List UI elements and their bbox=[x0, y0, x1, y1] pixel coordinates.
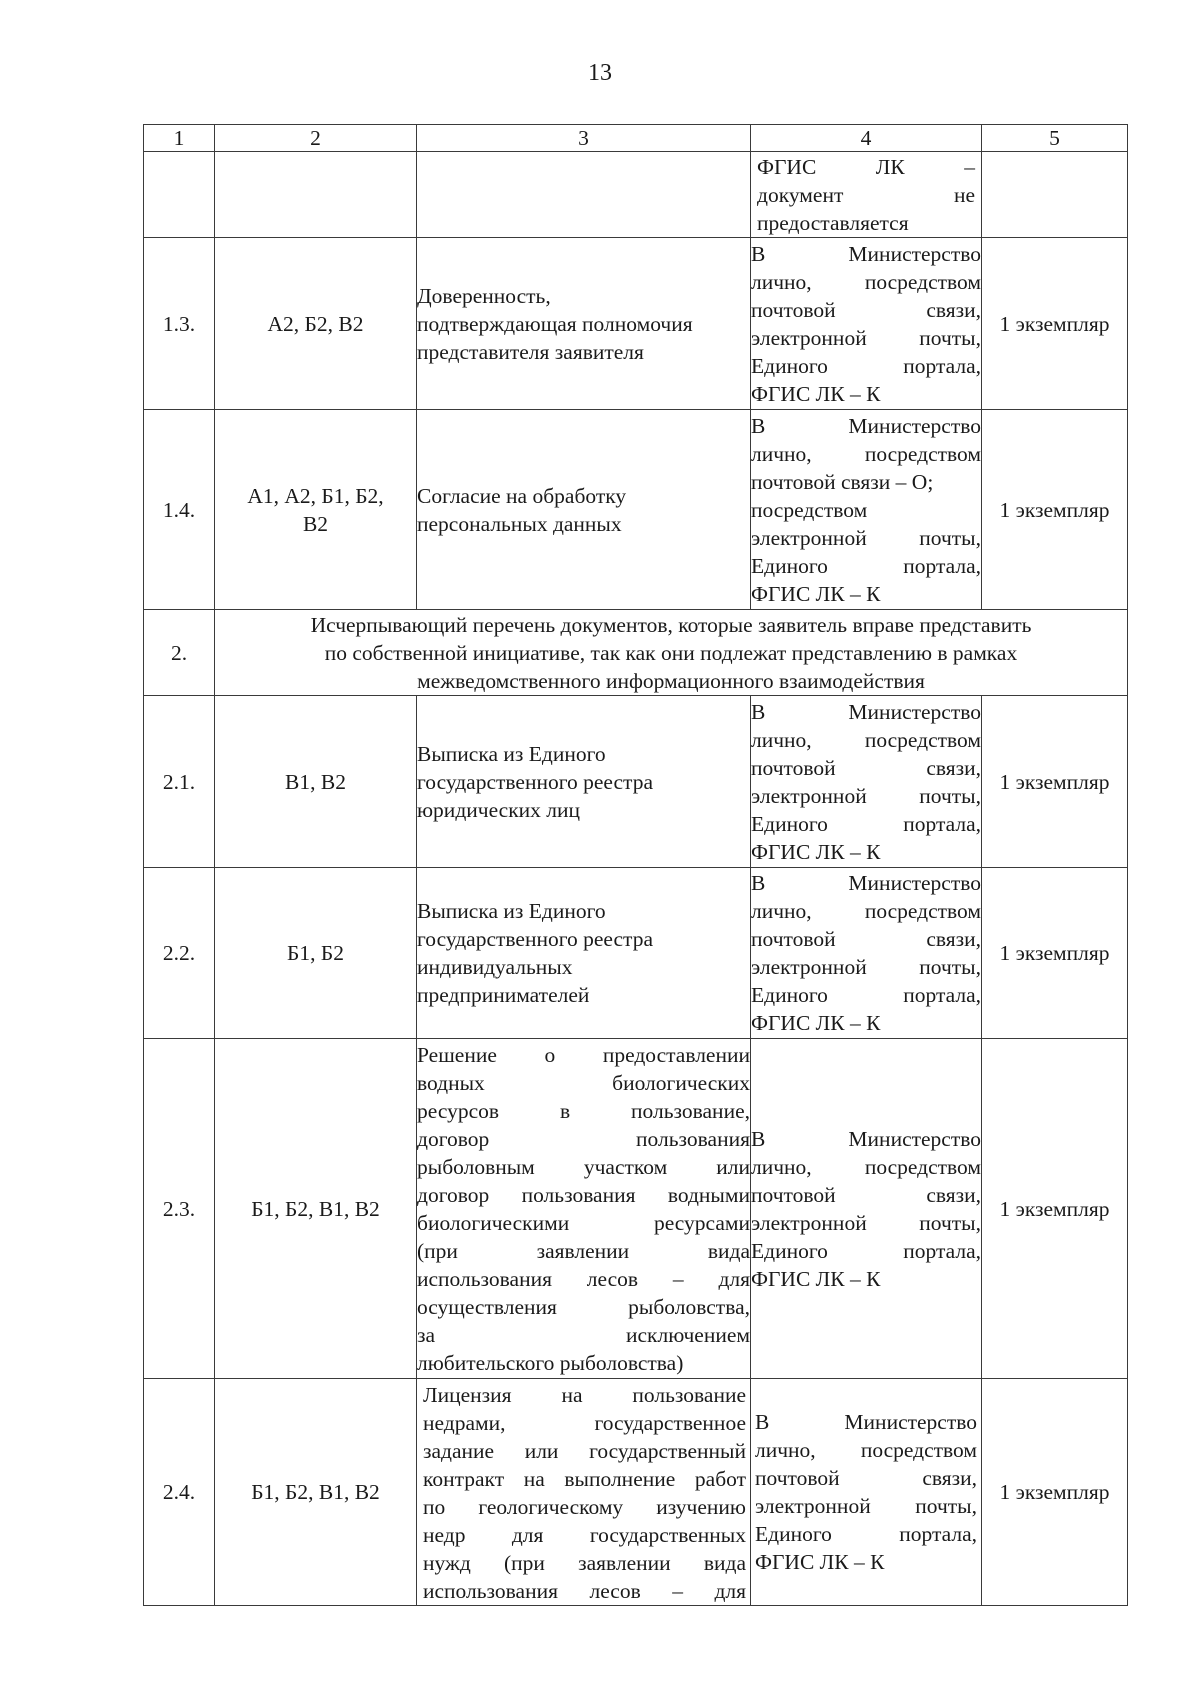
document-line: персональных данных bbox=[417, 511, 622, 536]
cell-category: А2, Б2, В2 bbox=[215, 238, 417, 410]
method-line: почтовой связи – О; bbox=[751, 469, 934, 494]
cell-method bbox=[751, 410, 982, 610]
section-row bbox=[144, 610, 1128, 696]
document-line: государственного реестра bbox=[417, 927, 653, 951]
column-header-5: 5 bbox=[982, 125, 1128, 152]
section-title bbox=[215, 610, 1128, 696]
document-line: рыболовным участком или bbox=[417, 1155, 750, 1179]
cell-count: 1 экземпляр bbox=[982, 410, 1128, 610]
document-line: недрами, государственное bbox=[423, 1411, 746, 1435]
document-line: Согласие на обработку bbox=[417, 483, 627, 508]
document-line: (при заявлении вида bbox=[417, 1239, 750, 1263]
document-line: Выписка из Единого bbox=[417, 899, 606, 923]
document-line: по геологическому изучению bbox=[423, 1495, 746, 1519]
method-line: В Министерство bbox=[751, 699, 981, 724]
cell-method bbox=[751, 696, 982, 868]
cell-count bbox=[982, 152, 1128, 238]
column-header-1: 1 bbox=[144, 125, 215, 152]
document-line: недр для государственных bbox=[423, 1523, 746, 1547]
table-row bbox=[144, 696, 1128, 868]
document-line: договор пользования bbox=[417, 1127, 750, 1151]
method-line: электронной почты, bbox=[751, 1210, 981, 1235]
cell-category: Б1, Б2 bbox=[215, 868, 417, 1039]
category-line: В2 bbox=[302, 511, 329, 536]
cell-document bbox=[417, 868, 751, 1039]
cell-number: 2.2. bbox=[144, 868, 215, 1039]
method-line: Единого портала, bbox=[751, 353, 981, 378]
method-line: лично, посредством bbox=[751, 269, 981, 294]
document-line: юридических лиц bbox=[417, 797, 581, 822]
method-line: ФГИС ЛК – К bbox=[751, 381, 881, 406]
document-line: индивидуальных bbox=[417, 955, 573, 979]
page-number: 13 bbox=[588, 60, 612, 86]
document-line: использования лесов – для bbox=[417, 1267, 750, 1291]
document-line: Доверенность, bbox=[417, 283, 551, 308]
method-line: лично, посредством bbox=[751, 727, 981, 752]
document-line: Решение о предоставлении bbox=[417, 1043, 750, 1067]
document-line: предпринимателей bbox=[417, 983, 590, 1007]
method-line: почтовой связи, bbox=[751, 1182, 981, 1207]
method-line: Единого портала, bbox=[751, 1238, 981, 1263]
cell-number: 2. bbox=[144, 610, 215, 696]
column-header-3: 3 bbox=[417, 125, 751, 152]
table-header-row bbox=[144, 125, 1128, 152]
document-line: Лицензия на пользование bbox=[423, 1383, 746, 1407]
document-line: ресурсов в пользование, bbox=[417, 1099, 750, 1123]
cell-document bbox=[417, 238, 751, 410]
cell-category bbox=[215, 152, 417, 238]
cell-method bbox=[751, 1379, 982, 1606]
cell-number: 1.4. bbox=[144, 410, 215, 610]
method-line: Единого портала, bbox=[751, 553, 981, 578]
method-line: электронной почты, bbox=[751, 325, 981, 350]
method-line: почтовой связи, bbox=[751, 297, 981, 322]
cell-count: 1 экземпляр bbox=[982, 696, 1128, 868]
method-line: ФГИС ЛК – К bbox=[751, 1011, 881, 1035]
method-line: В Министерство bbox=[755, 1410, 977, 1434]
cell-document bbox=[417, 152, 751, 238]
document-line: подтверждающая полномочия bbox=[417, 311, 693, 336]
section-title-line: Исчерпывающий перечень документов, которые заявитель вправе представить bbox=[310, 612, 1032, 637]
cell-category bbox=[215, 410, 417, 610]
section-title-line: межведомственного информационного взаимодействия bbox=[417, 668, 925, 693]
document-line: за исключением bbox=[417, 1323, 750, 1347]
method-line: Единого портала, bbox=[755, 1522, 977, 1546]
method-line: почтовой связи, bbox=[755, 1466, 977, 1490]
document-line: договор пользования водными bbox=[417, 1183, 750, 1207]
cell-number bbox=[144, 152, 215, 238]
method-line: электронной почты, bbox=[751, 783, 981, 808]
document-line: задание или государственный bbox=[423, 1439, 746, 1463]
method-line: документ не bbox=[757, 182, 975, 207]
cell-document bbox=[417, 1379, 751, 1606]
cell-category: Б1, Б2, В1, В2 bbox=[215, 1379, 417, 1606]
documents-table bbox=[143, 124, 1128, 1606]
method-line: В Министерство bbox=[751, 1126, 981, 1151]
method-line: посредством bbox=[751, 497, 868, 522]
cell-count: 1 экземпляр bbox=[982, 868, 1128, 1039]
cell-document bbox=[417, 410, 751, 610]
method-line: Единого портала, bbox=[751, 983, 981, 1007]
method-line: электронной почты, bbox=[751, 955, 981, 979]
document-line: любительского рыболовства) bbox=[417, 1351, 684, 1375]
cell-number: 2.1. bbox=[144, 696, 215, 868]
document-line: осуществления рыболовства, bbox=[417, 1295, 750, 1319]
method-line: электронной почты, bbox=[755, 1494, 977, 1518]
method-line: лично, посредством bbox=[751, 1154, 981, 1179]
column-header-2: 2 bbox=[215, 125, 417, 152]
document-line: биологическими ресурсами bbox=[417, 1211, 750, 1235]
method-line: В Министерство bbox=[751, 241, 981, 266]
method-line: В Министерство bbox=[751, 871, 981, 895]
method-line: ФГИС ЛК – К bbox=[751, 581, 881, 606]
cell-document bbox=[417, 696, 751, 868]
method-line: В Министерство bbox=[751, 413, 981, 438]
document-line: водных биологических bbox=[417, 1071, 750, 1095]
document-line: контракт на выполнение работ bbox=[423, 1467, 746, 1491]
cell-count: 1 экземпляр bbox=[982, 238, 1128, 410]
method-line: почтовой связи, bbox=[751, 755, 981, 780]
method-line: почтовой связи, bbox=[751, 927, 981, 951]
table-row bbox=[144, 1379, 1128, 1606]
category-line: А1, А2, Б1, Б2, bbox=[247, 483, 384, 508]
method-line: лично, посредством bbox=[751, 441, 981, 466]
table-row-continuation bbox=[144, 152, 1128, 238]
table-row bbox=[144, 238, 1128, 410]
table-row bbox=[144, 410, 1128, 610]
table-row bbox=[144, 868, 1128, 1039]
method-line: ФГИС ЛК – К bbox=[755, 1550, 885, 1574]
method-line: предоставляется bbox=[757, 210, 909, 235]
cell-count: 1 экземпляр bbox=[982, 1379, 1128, 1606]
cell-method bbox=[751, 1039, 982, 1379]
cell-category: Б1, Б2, В1, В2 bbox=[215, 1039, 417, 1379]
document-line: представителя заявителя bbox=[417, 339, 644, 364]
cell-number: 2.4. bbox=[144, 1379, 215, 1606]
method-line: лично, посредством bbox=[755, 1438, 977, 1462]
method-line: электронной почты, bbox=[751, 525, 981, 550]
cell-number: 2.3. bbox=[144, 1039, 215, 1379]
document-line: нужд (при заявлении вида bbox=[423, 1551, 746, 1575]
document-line: государственного реестра bbox=[417, 769, 653, 794]
method-line: лично, посредством bbox=[751, 899, 981, 923]
cell-number: 1.3. bbox=[144, 238, 215, 410]
cell-category: В1, В2 bbox=[215, 696, 417, 868]
cell-method bbox=[751, 868, 982, 1039]
section-title-line: по собственной инициативе, так как они подлежат представлению в рамках bbox=[324, 640, 1018, 665]
document-line: использования лесов – для bbox=[423, 1579, 746, 1603]
cell-count: 1 экземпляр bbox=[982, 1039, 1128, 1379]
cell-document bbox=[417, 1039, 751, 1379]
method-line: ФГИС ЛК – К bbox=[751, 839, 881, 864]
method-line: ФГИС ЛК – bbox=[757, 154, 975, 179]
cell-method bbox=[751, 238, 982, 410]
method-line: ФГИС ЛК – К bbox=[751, 1266, 881, 1291]
column-header-4: 4 bbox=[751, 125, 982, 152]
document-line: Выписка из Единого bbox=[417, 741, 606, 766]
table-row bbox=[144, 1039, 1128, 1379]
method-line: Единого портала, bbox=[751, 811, 981, 836]
cell-method bbox=[751, 152, 982, 238]
